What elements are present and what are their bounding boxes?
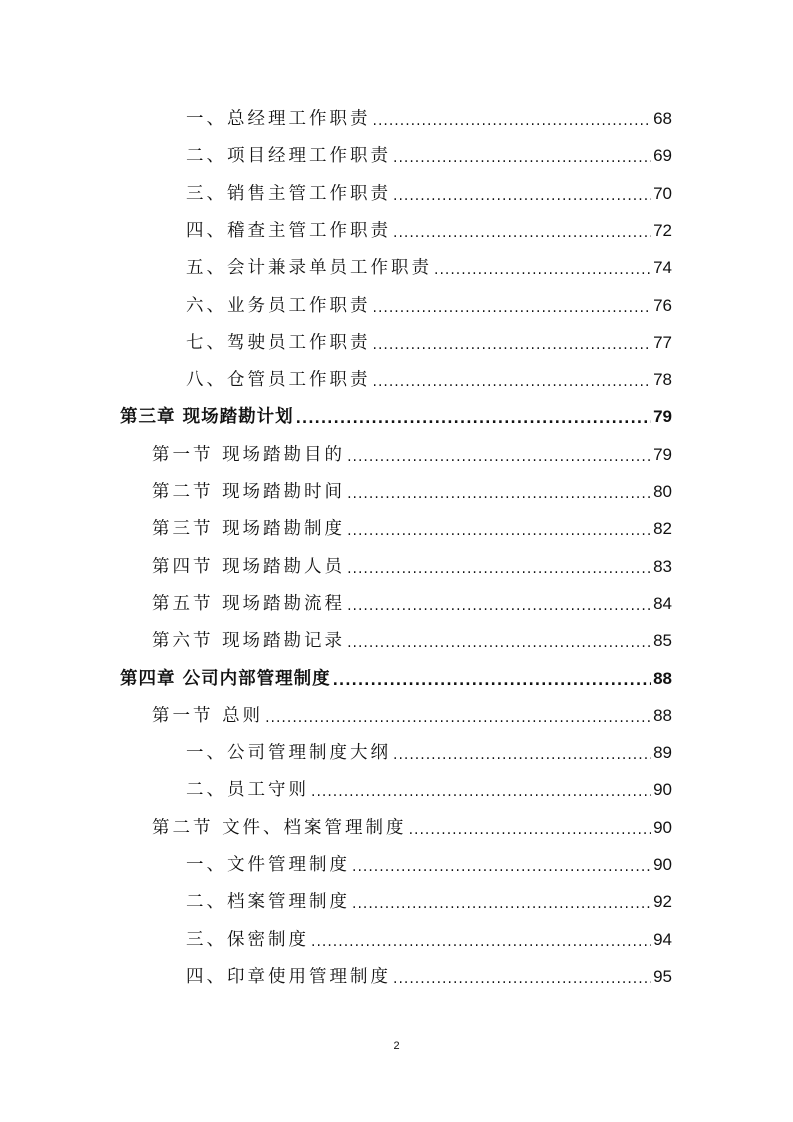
toc-entry-title: 一、总经理工作职责 (186, 109, 371, 129)
toc-entry-title: 第一节 总则 (152, 705, 264, 726)
dot-leader (352, 893, 651, 915)
dot-leader (296, 408, 651, 430)
toc-section-entry[interactable] (152, 442, 672, 468)
toc-section-entry[interactable] (152, 815, 672, 841)
toc-subsection-entry[interactable] (186, 218, 672, 244)
toc-entry-page: 72 (653, 220, 672, 240)
toc-entry-page: 82 (653, 519, 672, 539)
toc-entry-title: 六、业务员工作职责 (186, 295, 371, 316)
toc-entry-page: 69 (653, 146, 672, 166)
toc-entry-title: 第五节 现场踏勘流程 (152, 593, 346, 614)
toc-subsection-entry[interactable] (186, 852, 672, 878)
dot-leader (393, 968, 651, 990)
toc-subsection-entry[interactable] (186, 330, 672, 356)
toc-entry-page: 90 (653, 780, 672, 800)
toc-subsection-entry[interactable] (186, 777, 672, 803)
toc-subsection-entry[interactable] (186, 106, 672, 132)
toc-subsection-entry[interactable] (186, 181, 672, 207)
dot-leader (373, 110, 652, 132)
toc-chapter-entry[interactable] (120, 666, 672, 692)
toc-entry-title: 第二节 文件、档案管理制度 (152, 817, 407, 838)
toc-entry-title: 第四节 现场踏勘人员 (152, 556, 346, 577)
dot-leader (311, 781, 651, 803)
toc-entry-page: 84 (653, 593, 672, 613)
toc-entry-page: 94 (653, 929, 672, 949)
toc-entry-page: 83 (653, 556, 672, 576)
toc-entry-title: 五、会计兼录单员工作职责 (186, 258, 432, 279)
toc-entry-title: 第四章 公司内部管理制度 (120, 668, 331, 689)
dot-leader (333, 670, 651, 692)
toc-entry-page: 68 (653, 109, 672, 128)
dot-leader (393, 147, 651, 169)
toc-entry-page: 74 (653, 258, 672, 278)
toc-entry-page: 88 (653, 668, 672, 688)
toc-entry-page: 70 (653, 183, 672, 203)
toc-subsection-entry[interactable] (186, 255, 672, 281)
toc-subsection-entry[interactable] (186, 927, 672, 953)
toc-entry-title: 第二节 现场踏勘时间 (152, 482, 346, 502)
dot-leader (393, 185, 651, 207)
toc-entry-page: 77 (653, 332, 672, 352)
toc-section-entry[interactable] (152, 554, 672, 580)
toc-subsection-entry[interactable] (186, 740, 672, 766)
toc-entry-page: 79 (653, 444, 672, 464)
toc-entry-title: 二、员工守则 (186, 780, 309, 801)
toc-section-entry[interactable] (152, 479, 672, 505)
toc-entry-title: 四、印章使用管理制度 (186, 966, 391, 987)
toc-entry-title: 第三节 现场踏勘制度 (152, 519, 346, 540)
toc-subsection-entry[interactable] (186, 293, 672, 319)
toc-entry-title: 二、档案管理制度 (186, 892, 350, 913)
page-number: 2 (393, 1040, 400, 1052)
dot-leader (393, 222, 651, 244)
dot-leader (409, 819, 652, 841)
toc-entry-title: 一、文件管理制度 (186, 855, 350, 875)
toc-entry-title: 二、项目经理工作职责 (186, 146, 391, 167)
toc-entry-page: 78 (653, 370, 672, 390)
toc-entry-title: 七、驾驶员工作职责 (186, 332, 371, 353)
toc-entry-page: 80 (653, 482, 672, 501)
toc-entry-title: 三、销售主管工作职责 (186, 183, 391, 204)
toc-entry-title: 四、稽查主管工作职责 (186, 220, 391, 241)
dot-leader (352, 856, 651, 878)
toc-entry-page: 79 (653, 407, 672, 427)
toc-subsection-entry[interactable] (186, 143, 672, 169)
toc-entry-title: 第三章 现场踏勘计划 (120, 407, 294, 428)
toc-section-entry[interactable] (152, 703, 672, 729)
dot-leader (373, 334, 652, 356)
toc-entry-page: 90 (653, 817, 672, 837)
dot-leader (347, 520, 651, 542)
dot-leader (373, 371, 652, 393)
toc-entry-page: 88 (653, 705, 672, 725)
dot-leader (347, 483, 651, 505)
toc-entry-title: 三、保密制度 (186, 929, 309, 950)
dot-leader (311, 931, 651, 953)
dot-leader (347, 446, 651, 468)
toc-section-entry[interactable] (152, 591, 672, 617)
toc-subsection-entry[interactable] (186, 367, 672, 393)
dot-leader (393, 744, 651, 766)
toc-chapter-entry[interactable] (120, 404, 672, 430)
toc-entry-page: 89 (653, 743, 672, 763)
toc-subsection-entry[interactable] (186, 964, 672, 990)
dot-leader (347, 595, 651, 617)
dot-leader (347, 558, 651, 580)
dot-leader (373, 297, 652, 319)
toc-entry-title: 第一节 现场踏勘目的 (152, 444, 346, 465)
dot-leader (434, 259, 651, 281)
toc-entry-page: 90 (653, 855, 672, 874)
toc-section-entry[interactable] (152, 516, 672, 542)
toc-section-entry[interactable] (152, 628, 672, 654)
toc-entry-page: 92 (653, 892, 672, 912)
dot-leader (347, 632, 651, 654)
toc-entry-title: 第六节 现场踏勘记录 (152, 631, 346, 652)
toc-entry-title: 一、公司管理制度大纲 (186, 743, 391, 764)
toc-subsection-entry[interactable] (186, 889, 672, 915)
toc-entry-page: 95 (653, 966, 672, 986)
toc-entry-page: 76 (653, 295, 672, 315)
toc-entry-title: 八、仓管员工作职责 (186, 370, 371, 391)
dot-leader (265, 707, 651, 729)
toc-entry-page: 85 (653, 631, 672, 651)
